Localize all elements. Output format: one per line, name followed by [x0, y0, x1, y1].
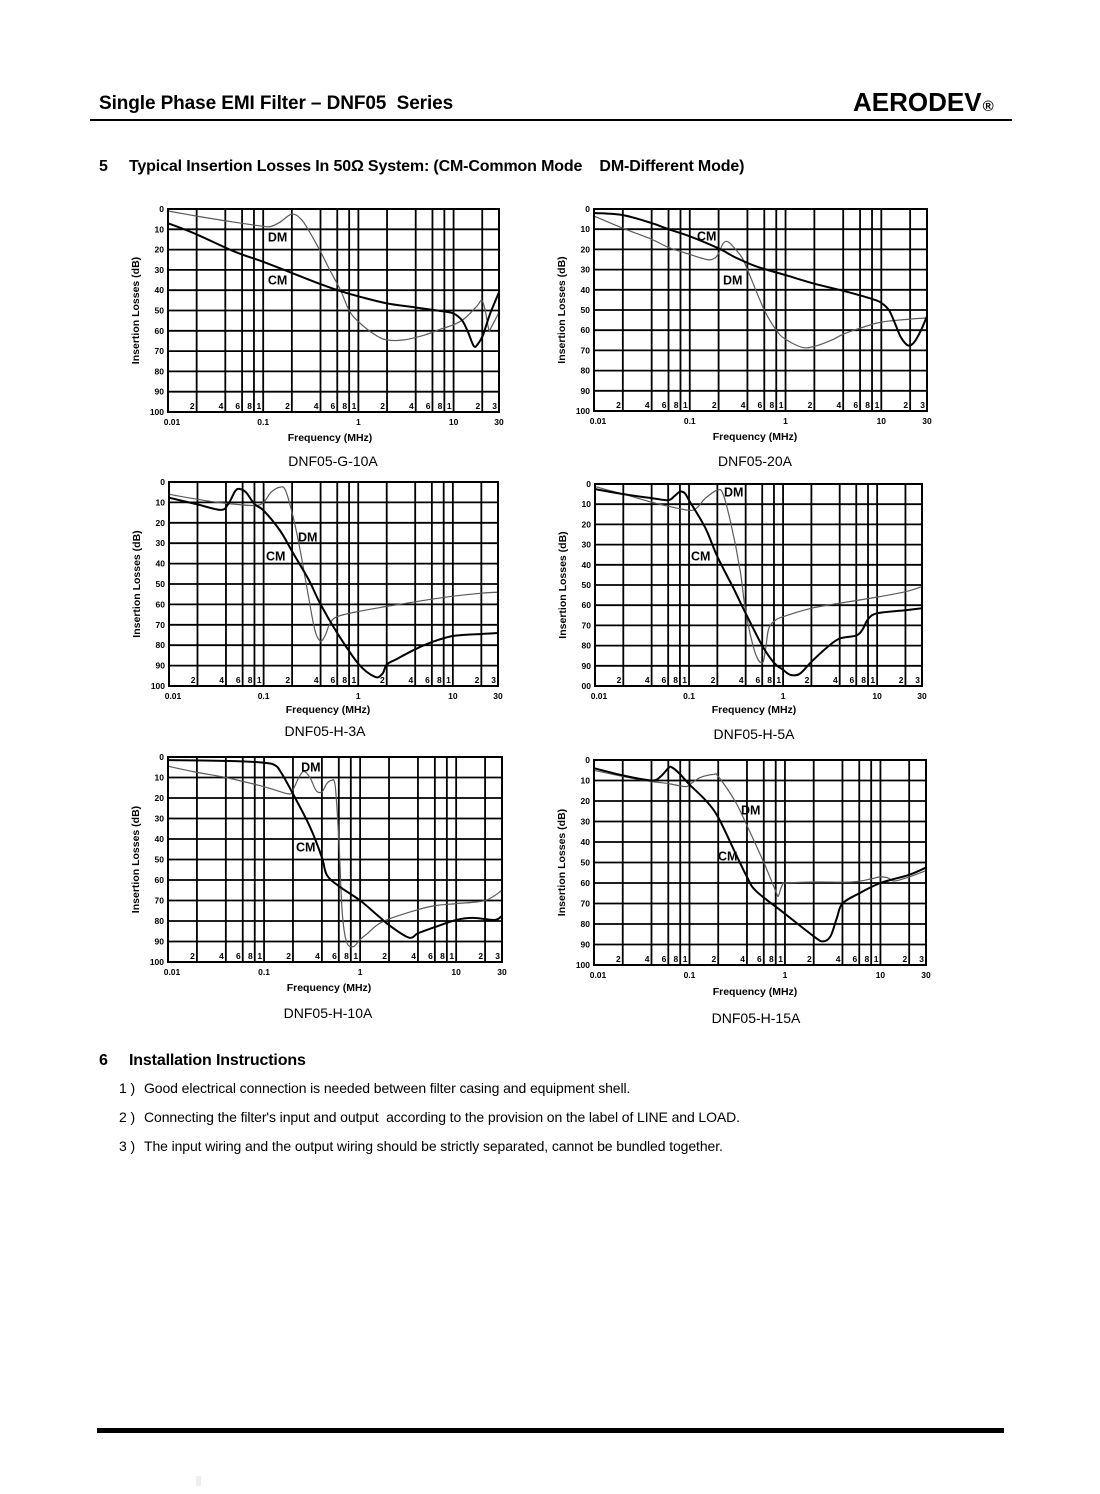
x-tick-label: 30	[493, 691, 503, 701]
x-minor-tick-label: 8	[440, 951, 445, 961]
x-tick-label: 10	[448, 691, 458, 701]
x-minor-tick-label: 8	[673, 954, 679, 964]
y-axis-title: Insertion Losses (dB)	[131, 530, 143, 638]
y-tick-label: 90	[154, 936, 164, 947]
x-minor-tick-label: 4	[835, 954, 841, 964]
y-tick-label: 30	[580, 816, 590, 827]
instruction-text: The input wiring and the output wiring should be strictly separated, cannot be bundled together.	[144, 1138, 723, 1154]
x-minor-tick-label: 1	[446, 675, 451, 685]
series-label-cm: CM	[691, 549, 711, 564]
y-tick-label: 90	[154, 386, 164, 397]
x-minor-tick-label: 3	[492, 401, 497, 411]
x-minor-tick-label: 8	[342, 675, 348, 685]
x-minor-tick-label: 1	[683, 400, 688, 410]
x-minor-tick-label: 6	[757, 954, 762, 964]
y-tick-label: 100	[149, 407, 164, 417]
y-tick-label: 10	[154, 224, 164, 235]
instruction-text: Connecting the filter's input and output according to the provision on the label of LINE and LOAD.	[144, 1109, 740, 1125]
x-minor-tick-label: 3	[495, 951, 500, 961]
y-tick-label: 0	[159, 204, 164, 214]
x-minor-tick-label: 2	[616, 400, 621, 410]
x-minor-tick-label: 2	[380, 401, 386, 411]
x-minor-tick-label: 6	[852, 954, 858, 964]
x-tick-label: 0.01	[589, 416, 607, 426]
instruction-text: Good electrical connection is needed between filter casing and equipment shell.	[144, 1080, 631, 1096]
chart-dnf05-h-15a	[556, 755, 931, 1026]
x-minor-tick-label: 6	[425, 401, 431, 411]
y-tick-label: 0	[160, 477, 165, 487]
chart-caption: DNF05-H-15A	[711, 1010, 801, 1026]
x-minor-tick-label: 4	[740, 954, 745, 964]
y-tick-label: 100	[150, 681, 165, 691]
document-title: Single Phase EMI Filter – DNF05 Series	[99, 93, 454, 114]
y-tick-label: 10	[581, 499, 591, 510]
y-axis-title: Insertion Losses (dB)	[556, 808, 568, 917]
x-tick-label: 1	[780, 691, 786, 701]
x-minor-tick-label: 4	[740, 400, 746, 410]
x-minor-tick-label: 6	[236, 951, 241, 961]
x-minor-tick-label: 1	[256, 401, 262, 411]
x-minor-tick-label: 1	[353, 951, 359, 961]
y-tick-label: 60	[581, 600, 591, 611]
y-tick-label: 40	[155, 558, 165, 569]
x-tick-label: 10	[875, 970, 886, 980]
registered-mark-icon: ®	[982, 98, 994, 115]
y-tick-label: 60	[580, 878, 590, 888]
x-minor-tick-label: 1	[873, 954, 879, 964]
x-minor-tick-label: 2	[616, 954, 621, 964]
instruction-marker: 3 )	[119, 1138, 136, 1154]
x-tick-label: 0.01	[589, 970, 607, 980]
x-minor-tick-label: 1	[778, 400, 784, 410]
y-tick-label: 0	[585, 204, 590, 214]
y-tick-label: 60	[154, 875, 164, 885]
y-tick-label: 40	[580, 837, 590, 847]
series-label-dm: DM	[298, 530, 318, 545]
instruction-marker: 2 )	[119, 1109, 136, 1125]
x-tick-label: 10	[448, 417, 459, 427]
y-tick-label: 50	[155, 579, 165, 589]
x-minor-tick-label: 2	[286, 951, 291, 961]
y-tick-label: 100	[575, 406, 590, 416]
y-tick-label: 0	[159, 752, 164, 762]
x-minor-tick-label: 4	[644, 400, 650, 410]
x-minor-tick-label: 2	[711, 400, 717, 410]
x-minor-tick-label: 2	[898, 675, 904, 685]
x-tick-label: 30	[922, 416, 932, 426]
y-tick-label: 60	[154, 325, 164, 336]
y-tick-label: 30	[581, 539, 591, 550]
x-minor-tick-label: 8	[768, 954, 774, 964]
x-minor-tick-label: 2	[902, 954, 908, 964]
x-tick-label: 0.1	[683, 970, 696, 980]
section-5-number: 5	[99, 158, 108, 175]
y-tick-label: 40	[154, 285, 164, 296]
y-tick-label: 20	[580, 244, 590, 255]
y-tick-label: 90	[581, 660, 591, 671]
series-label-cm: CM	[697, 229, 717, 244]
series-label-dm: DM	[723, 485, 744, 500]
x-minor-tick-label: 1	[257, 951, 263, 961]
y-tick-label: 30	[155, 538, 165, 549]
x-minor-tick-label: 8	[344, 951, 349, 961]
y-tick-label: 80	[580, 365, 590, 376]
series-label-dm: DM	[267, 230, 288, 245]
y-tick-label: 30	[154, 264, 164, 275]
x-tick-label: 30	[494, 417, 504, 427]
x-axis-title: Frequency (MHz)	[287, 432, 373, 444]
x-minor-tick-label: 4	[315, 951, 320, 961]
y-axis-title: Insertion Losses (dB)	[556, 256, 568, 364]
x-minor-tick-label: 3	[919, 954, 924, 964]
y-tick-label: 30	[580, 264, 590, 275]
y-tick-label: 70	[581, 620, 591, 631]
x-minor-tick-label: 4	[219, 951, 224, 961]
x-minor-tick-label: 1	[449, 951, 455, 961]
y-tick-label: 30	[154, 813, 164, 824]
y-tick-label: 20	[154, 244, 164, 255]
x-minor-tick-label: 4	[408, 401, 414, 411]
x-minor-tick-label: 2	[189, 401, 195, 411]
chart-caption: DNF05-H-3A	[284, 723, 366, 739]
x-minor-tick-label: 6	[235, 401, 241, 411]
x-minor-tick-label: 2	[804, 675, 810, 685]
x-minor-tick-label: 2	[710, 675, 716, 685]
x-minor-tick-label: 8	[437, 401, 443, 411]
y-tick-label: 10	[580, 224, 590, 235]
x-tick-label: 0.1	[257, 691, 270, 701]
y-tick-label: 60	[580, 325, 590, 336]
y-tick-label: 20	[581, 519, 591, 530]
y-axis-title: Insertion Losses (dB)	[130, 805, 142, 914]
x-minor-tick-label: 4	[738, 675, 744, 685]
y-tick-label: 70	[580, 345, 590, 356]
x-minor-tick-label: 8	[673, 400, 679, 410]
x-tick-label: 10	[876, 416, 887, 426]
x-tick-label: 0.01	[163, 417, 181, 427]
chart-caption: DNF05-H-10A	[283, 1005, 373, 1021]
x-minor-tick-label: 1	[682, 675, 688, 685]
instruction-item	[119, 1110, 740, 1124]
x-minor-tick-label: 6	[425, 675, 430, 685]
x-minor-tick-label: 8	[769, 400, 775, 410]
footer-divider	[97, 1428, 1004, 1433]
x-minor-tick-label: 4	[313, 401, 319, 411]
series-label-dm: DM	[301, 760, 321, 775]
chart-dnf05-h-3a	[131, 477, 503, 739]
x-minor-tick-label: 6	[330, 401, 336, 411]
x-axis-title: Frequency (MHz)	[286, 982, 372, 994]
x-tick-label: 1	[357, 967, 363, 977]
chart-dnf05-h-10a	[130, 752, 507, 1021]
x-minor-tick-label: 8	[861, 675, 867, 685]
series-label-cm: CM	[266, 549, 286, 564]
y-tick-label: 60	[155, 599, 165, 610]
x-minor-tick-label: 8	[247, 675, 253, 685]
y-tick-label: 50	[581, 580, 591, 590]
x-minor-tick-label: 2	[474, 675, 480, 685]
y-tick-label: 80	[580, 919, 590, 929]
chart-caption: DNF05-H-5A	[713, 726, 795, 742]
y-tick-label: 90	[155, 660, 165, 671]
y-tick-label: 40	[580, 284, 590, 295]
y-tick-label: 40	[154, 834, 164, 844]
x-minor-tick-label: 8	[342, 401, 348, 411]
x-tick-label: 0.1	[683, 416, 696, 426]
x-minor-tick-label: 6	[235, 675, 241, 685]
x-minor-tick-label: 2	[475, 401, 481, 411]
x-minor-tick-label: 6	[757, 400, 763, 410]
x-tick-label: 0.1	[257, 417, 270, 427]
chart-dnf05-20a	[556, 204, 932, 469]
chart-dnf05-h-5a	[557, 479, 927, 742]
series-label-dm: DM	[740, 803, 761, 818]
x-minor-tick-label: 8	[247, 401, 252, 411]
y-tick-label: 90	[580, 385, 590, 396]
x-minor-tick-label: 4	[411, 951, 416, 961]
brand-name: AERODEV	[853, 87, 982, 117]
x-minor-tick-label: 4	[219, 675, 224, 685]
x-tick-label: 10	[872, 691, 882, 701]
y-axis-title: Insertion Losses (dB)	[130, 256, 142, 365]
x-tick-label: 1	[783, 416, 788, 426]
y-tick-label: 0	[585, 755, 590, 765]
x-tick-label: 30	[497, 967, 507, 977]
x-minor-tick-label: 6	[661, 675, 667, 685]
x-tick-label: 10	[451, 967, 461, 977]
x-tick-label: 0.01	[163, 967, 181, 977]
y-tick-label: 10	[155, 497, 165, 508]
y-tick-label: 50	[154, 854, 164, 865]
y-tick-label: 50	[580, 305, 590, 315]
x-tick-label: 1	[355, 691, 361, 701]
x-minor-tick-label: 4	[408, 675, 414, 685]
y-axis-title: Insertion Losses (dB)	[557, 531, 569, 639]
x-tick-label: 30	[917, 691, 927, 701]
y-tick-label: 70	[154, 346, 164, 357]
x-tick-label: 1	[782, 970, 788, 980]
x-minor-tick-label: 4	[218, 401, 224, 411]
x-minor-tick-label: 1	[351, 401, 357, 411]
y-tick-label: 80	[154, 366, 164, 377]
x-minor-tick-label: 6	[755, 675, 761, 685]
x-minor-tick-label: 4	[644, 954, 650, 964]
x-minor-tick-label: 1	[351, 675, 357, 685]
x-axis-title: Frequency (MHz)	[285, 704, 371, 716]
x-minor-tick-label: 2	[711, 954, 717, 964]
x-minor-tick-label: 1	[256, 675, 262, 685]
x-minor-tick-label: 6	[330, 675, 336, 685]
x-minor-tick-label: 4	[836, 400, 842, 410]
y-tick-label: 20	[154, 793, 164, 803]
x-minor-tick-label: 4	[313, 675, 319, 685]
y-tick-label: 80	[154, 916, 164, 926]
x-minor-tick-label: 8	[864, 954, 870, 964]
chart-caption: DNF05-20A	[718, 453, 792, 469]
x-minor-tick-label: 1	[682, 954, 688, 964]
series-label-cm: CM	[718, 849, 738, 864]
y-tick-label: 10	[154, 772, 164, 783]
x-tick-label: 30	[921, 970, 931, 980]
x-minor-tick-label: 8	[673, 675, 678, 685]
y-tick-label: 00	[581, 681, 591, 691]
x-minor-tick-label: 2	[616, 675, 622, 685]
x-minor-tick-label: 3	[915, 675, 920, 685]
x-tick-label: 0.1	[258, 967, 270, 977]
x-axis-title: Frequency (MHz)	[712, 986, 798, 998]
y-tick-label: 80	[581, 640, 591, 651]
x-minor-tick-label: 1	[870, 675, 876, 685]
x-minor-tick-label: 8	[865, 400, 871, 410]
y-tick-label: 0	[586, 479, 591, 489]
series-label-dm: DM	[722, 273, 743, 288]
y-tick-label: 50	[154, 305, 164, 316]
x-minor-tick-label: 2	[382, 951, 388, 961]
y-tick-label: 50	[580, 857, 590, 868]
instruction-item	[119, 1139, 723, 1153]
y-tick-label: 90	[580, 939, 590, 950]
x-minor-tick-label: 3	[920, 400, 925, 410]
x-minor-tick-label: 8	[436, 675, 442, 685]
x-minor-tick-label: 6	[849, 675, 855, 685]
x-minor-tick-label: 6	[853, 400, 859, 410]
x-tick-label: 0.01	[164, 691, 182, 701]
y-tick-label: 40	[581, 559, 591, 570]
x-tick-label: 0.1	[683, 691, 695, 701]
x-minor-tick-label: 6	[661, 954, 667, 964]
instruction-marker: 1 )	[119, 1080, 136, 1096]
x-minor-tick-label: 2	[807, 400, 813, 410]
x-minor-tick-label: 2	[190, 951, 195, 961]
section-6-number: 6	[99, 1052, 108, 1069]
x-minor-tick-label: 3	[491, 675, 496, 685]
scan-artifact	[196, 1476, 201, 1486]
instruction-item	[119, 1081, 630, 1095]
x-minor-tick-label: 4	[832, 675, 838, 685]
y-tick-label: 20	[155, 517, 165, 528]
x-minor-tick-label: 8	[248, 951, 253, 961]
x-minor-tick-label: 4	[644, 675, 650, 685]
chart-dnf05-g-10a	[130, 204, 504, 469]
x-axis-title: Frequency (MHz)	[711, 704, 797, 716]
x-minor-tick-label: 8	[767, 675, 772, 685]
x-axis-title: Frequency (MHz)	[712, 431, 798, 443]
section-5-heading: Typical Insertion Losses In 50Ω System: (CM-Common Mode DM-Different Mode)	[129, 158, 745, 175]
y-tick-label: 70	[580, 898, 590, 909]
x-tick-label: 1	[356, 417, 361, 427]
x-minor-tick-label: 1	[874, 400, 880, 410]
x-minor-tick-label: 2	[478, 951, 484, 961]
series-label-cm: CM	[267, 273, 288, 288]
x-minor-tick-label: 2	[379, 675, 385, 685]
y-tick-label: 100	[575, 960, 590, 970]
x-minor-tick-label: 2	[806, 954, 812, 964]
series-label-cm: CM	[295, 840, 316, 855]
x-minor-tick-label: 2	[285, 401, 290, 411]
x-minor-tick-label: 6	[428, 951, 433, 961]
y-tick-label: 20	[580, 796, 590, 806]
y-tick-label: 70	[155, 619, 165, 630]
section-6-heading: Installation Instructions	[129, 1052, 306, 1069]
x-minor-tick-label: 1	[776, 675, 782, 685]
x-minor-tick-label: 1	[778, 954, 783, 964]
x-tick-label: 0.01	[590, 691, 608, 701]
y-tick-label: 10	[580, 775, 590, 786]
x-minor-tick-label: 2	[285, 675, 291, 685]
y-tick-label: 70	[154, 895, 164, 906]
x-minor-tick-label: 6	[661, 400, 667, 410]
x-minor-tick-label: 2	[903, 400, 909, 410]
x-minor-tick-label: 2	[190, 675, 196, 685]
chart-caption: DNF05-G-10A	[288, 453, 378, 469]
y-tick-label: 100	[149, 957, 164, 967]
x-minor-tick-label: 1	[446, 401, 452, 411]
y-tick-label: 80	[155, 640, 165, 651]
x-minor-tick-label: 6	[332, 951, 337, 961]
